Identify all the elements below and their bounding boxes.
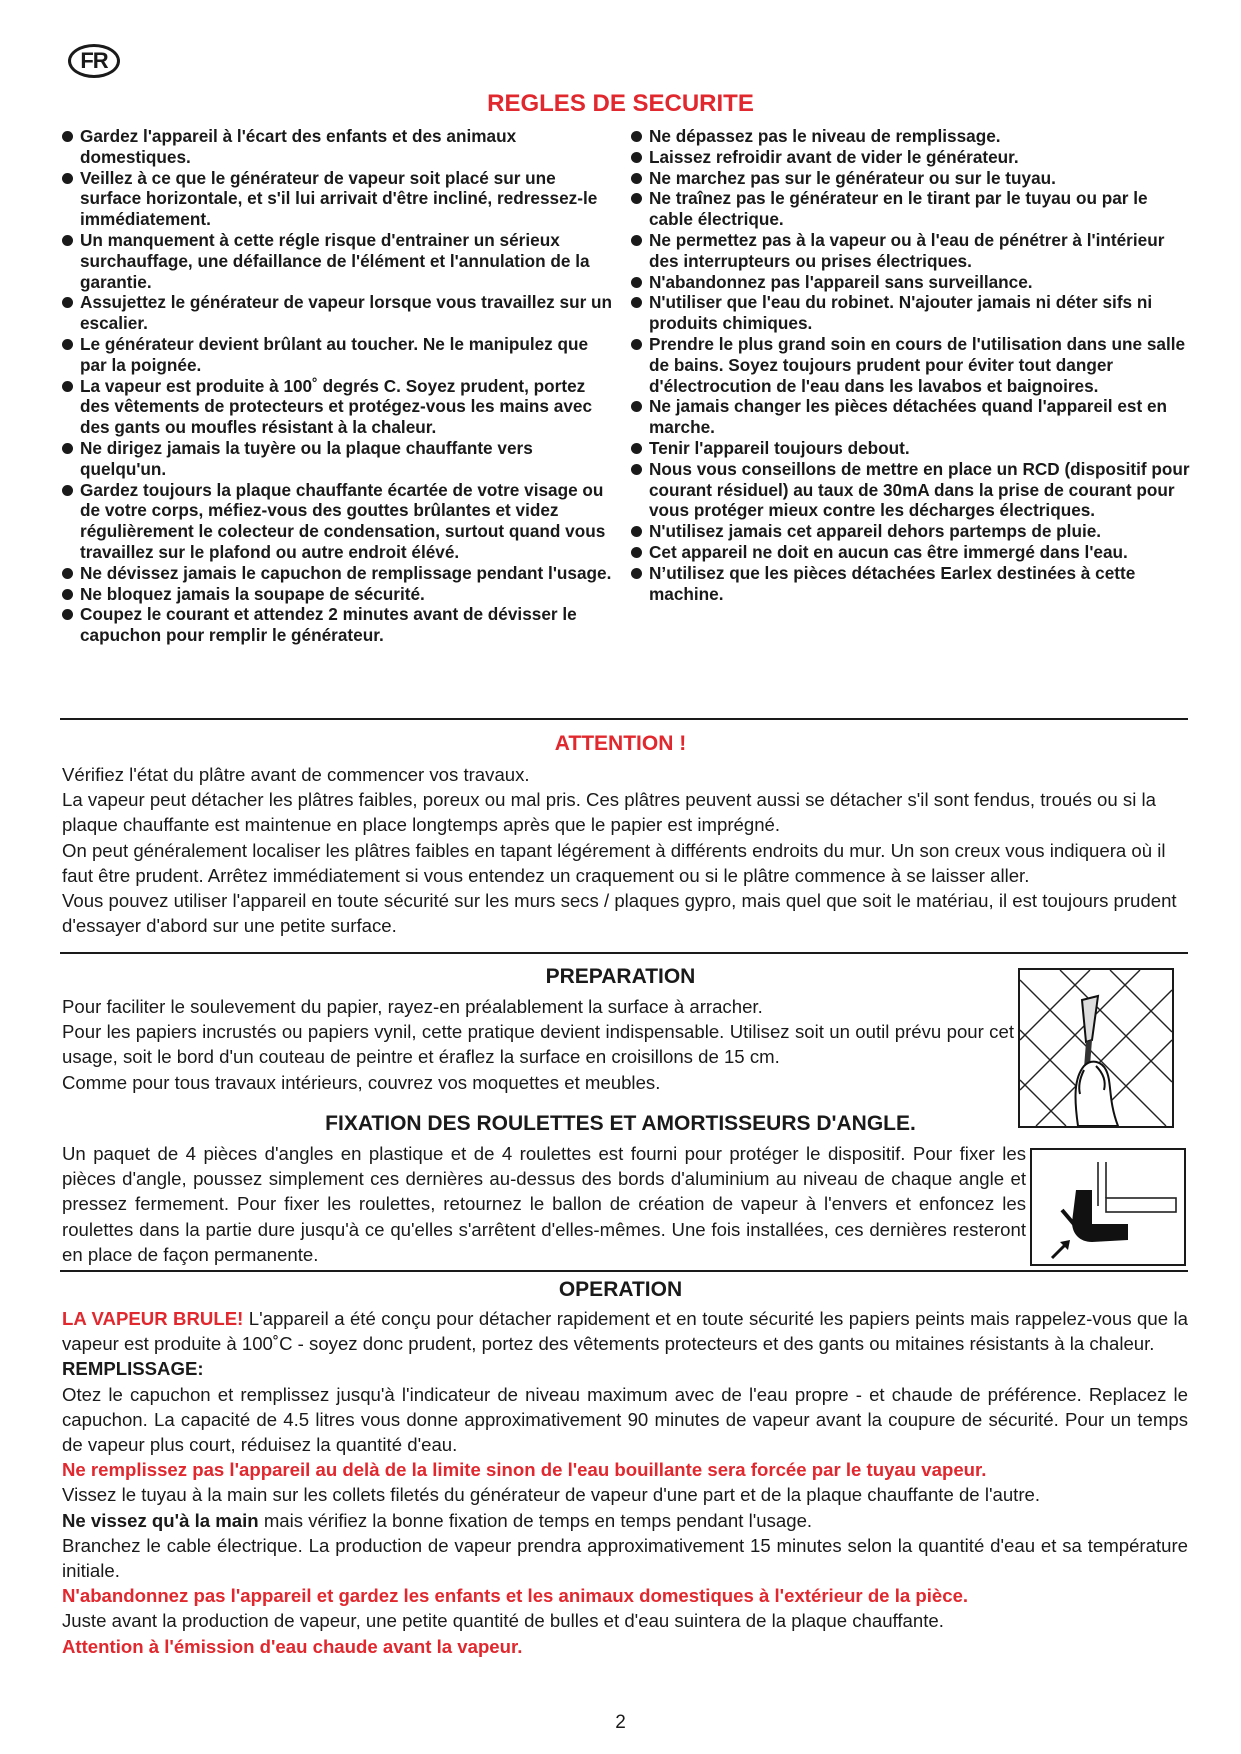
scoring-wallpaper-illustration [1018, 968, 1174, 1128]
safety-rule-item: N'abandonnez pas l'appareil sans surveillance. [631, 272, 1190, 293]
fixation-title: FIXATION DES ROULETTES ET AMORTISSEURS D'ANGLE. [325, 1112, 916, 1135]
language-badge: FR [68, 44, 120, 78]
hand-scoring-wall-icon [1020, 970, 1172, 1126]
safety-rule-item: N’utilisez que les pièces détachées Earlex destinées à cette machine. [631, 563, 1190, 605]
preparation-paragraph: Pour faciliter le soulevement du papier, rayez-en préalablement la surface à arracher. [62, 996, 763, 1017]
corner-piece-illustration [1030, 1148, 1186, 1266]
divider [60, 952, 1188, 954]
safety-rule-item: Gardez l'appareil à l'écart des enfants et des animaux domestiques. [62, 126, 616, 168]
filling-text: Otez le capuchon et remplissez jusqu'à l'indicateur de niveau maximum avec de l'eau propre - et chaude de préférence. Replacez le capuchon. La capacité de 4.5 litres vous donne approximativement 90 minutes de vapeur avant la coupure de sécurité. Pour un temps de vapeur plus court, réduisez la quantité d'eau. [62, 1383, 1188, 1456]
filling-heading: REMPLISSAGE: [62, 1358, 204, 1380]
safety-rule-item: Ne marchez pas sur le générateur ou sur le tuyau. [631, 168, 1190, 189]
safety-rules-right-list [631, 126, 1190, 604]
overfill-warning: Ne remplissez pas l'appareil au delà de la limite sinon de l'eau bouillante sera forcée par le tuyau vapeur. [62, 1459, 987, 1481]
safety-rule-item: Ne traînez pas le générateur en le tirant par le tuyau ou par le cable électrique. [631, 188, 1190, 230]
page-number: 2 [615, 1712, 626, 1733]
safety-rule-item: Laissez refroidir avant de vider le générateur. [631, 147, 1190, 168]
hot-water-warning: Attention à l'émission d'eau chaude avant la vapeur. [62, 1635, 523, 1657]
safety-rule-item: La vapeur est produite à 100˚ degrés C. Soyez prudent, portez des vêtements de protecteurs et protégez-vous les mains avec des gants ou moufles résistant à la chaleur. [62, 376, 616, 438]
preparation-paragraph: Comme pour tous travaux intérieurs, couvrez vos moquettes et meubles. [62, 1071, 661, 1093]
safety-rules-right-column [631, 126, 1190, 646]
attention-paragraph: Vérifiez l'état du plâtre avant de commencer vos travaux. [62, 764, 530, 785]
bubbles-text: Juste avant la production de vapeur, une petite quantité de bulles et d'eau suintera de la plaque chauffante. [62, 1610, 944, 1632]
divider [60, 1270, 1188, 1272]
safety-rule-item: Assujettez le générateur de vapeur lorsque vous travaillez sur un escalier. [62, 292, 616, 334]
safety-rule-item: Cet appareil ne doit en aucun cas être immergé dans l'eau. [631, 542, 1190, 563]
attention-title: ATTENTION ! [554, 732, 687, 755]
fixation-text [62, 1141, 1026, 1267]
cable-text: Branchez le cable électrique. La production de vapeur prendra approximativement 15 minutes selon la quantité d'eau et sa température initiale. [62, 1534, 1188, 1582]
safety-rules-left-list [62, 126, 616, 646]
hand-tighten-rest: mais vérifiez la bonne fixation de temps en temps pendant l'usage. [258, 1509, 813, 1531]
attention-paragraph: La vapeur peut détacher les plâtres faibles, poreux ou mal pris. Ces plâtres peuvent aussi se détacher s'il sont fendus, troués ou si la plaque chauffante est maintenue en place longtemps après que le papier est imprégné. [62, 789, 1156, 836]
preparation-text [62, 994, 1014, 1095]
divider [60, 718, 1188, 720]
safety-rule-item: Un manquement à cette régle risque d'entrainer un sérieux surchauffage, une défaillance de l'élément et l'annulation de la garantie. [62, 230, 616, 292]
attention-paragraph: Vous pouvez utiliser l'appareil en toute sécurité sur les murs secs / plaques gypro, mais quel que soit le matériau, il est toujours prudent d'essayer d'abord sur une petite surface. [62, 890, 1177, 937]
hand-tighten-bold: Ne vissez qu'à la main [62, 1509, 259, 1531]
safety-rule-item: Ne dévissez jamais le capuchon de remplissage pendant l'usage. [62, 563, 616, 584]
attention-paragraph: On peut généralement localiser les plâtres faibles en tapant légérement à différents endroits du mur. Un son creux vous indiquera où il faut être prudent. Arrêtez immédiatement si vous entendez un craquement ou si le plâtre commence à se laisser aller. [62, 839, 1166, 886]
safety-rule-item: Prendre le plus grand soin en cours de l'utilisation dans une salle de bains. Soyez toujours prudent pour éviter tout danger d'électrocution de l'eau dans les lavabos et baignoires. [631, 334, 1190, 396]
safety-rule-item: Nous vous conseillons de mettre en place un RCD (dispositif pour courant résiduel) au taux de 30mA dans la prise de courant pour vous protéger mieux contre les décharges électriques. [631, 459, 1190, 521]
safety-rules-columns [62, 126, 1190, 646]
safety-rule-item: Ne dépassez pas le niveau de remplissage. [631, 126, 1190, 147]
hose-text: Vissez le tuyau à la main sur les collets filetés du générateur de vapeur d'une part et de la plaque chauffante de l'autre. [62, 1484, 1041, 1506]
safety-rules-left-column [62, 126, 616, 646]
corner-bumper-icon [1032, 1150, 1184, 1264]
safety-rule-item: N'utiliser que l'eau du robinet. N'ajouter jamais ni déter sifs ni produits chimiques. [631, 292, 1190, 334]
safety-rule-item: Ne permettez pas à la vapeur ou à l'eau de pénétrer à l'intérieur des interrupteurs ou prises électriques. [631, 230, 1190, 272]
safety-rule-item: N'utilisez jamais cet appareil dehors partemps de pluie. [631, 521, 1190, 542]
operation-title: OPERATION [558, 1278, 683, 1301]
hand-tighten-text [62, 1508, 1188, 1533]
safety-rule-item: Veillez à ce que le générateur de vapeur soit placé sur une surface horizontale, et s'il lui arrivait d'être incliné, redressez-le immédiatement. [62, 168, 616, 230]
steam-burns-warning: LA VAPEUR BRULE! [62, 1308, 244, 1329]
safety-rule-item: Gardez toujours la plaque chauffante écartée de votre visage ou de votre corps, méfiez-vous des gouttes brûlantes et videz régulièrement le colecteur de condensation, surtout quand vous travaillez sur le plafond ou autre endroit élévé. [62, 480, 616, 563]
safety-rule-item: Ne dirigez jamais la tuyère ou la plaque chauffante vers quelqu'un. [62, 438, 616, 480]
preparation-paragraph: Pour les papiers incrustés ou papiers vynil, cette pratique devient indispensable. Utilisez soit un outil prévu pour cet usage, soit le bord d'un couteau de peintre et éraflez la surface en croisillons de 15 cm. [62, 1021, 1014, 1068]
safety-rules-title: REGLES DE SECURITE [487, 90, 754, 117]
safety-rule-item: Coupez le courant et attendez 2 minutes avant de dévisser le capuchon pour remplir le générateur. [62, 604, 616, 646]
safety-rule-item: Ne bloquez jamais la soupape de sécurité. [62, 584, 616, 605]
safety-rule-item: Tenir l'appareil toujours debout. [631, 438, 1190, 459]
operation-intro [62, 1306, 1188, 1356]
preparation-title: PREPARATION [545, 965, 696, 988]
operation-text [62, 1306, 1188, 1659]
attention-text [62, 762, 1188, 938]
children-warning: N'abandonnez pas l'appareil et gardez les enfants et les animaux domestiques à l'extérieur de la pièce. [62, 1585, 969, 1607]
safety-rule-item: Ne jamais changer les pièces détachées quand l'appareil est en marche. [631, 396, 1190, 438]
operation-intro-text: L'appareil a été conçu pour détacher rapidement et en toute sécurité les papiers peints mais rappelez-vous que la vapeur est produite à 100˚C - soyez donc prudent, portez des vêtements protecteurs et des gants ou mitaines résistants à la chaleur. [62, 1308, 1188, 1355]
fixation-paragraph: Un paquet de 4 pièces d'angles en plastique et de 4 roulettes est fourni pour protéger le dispositif. Pour fixer les pièces d'angle, poussez simplement ces dernières au-dessus des bords d'aluminium au niveau de chaque angle et pressez fermement. Pour fixer les roulettes, retournez le ballon de création de vapeur à l'envers et enfoncez les roulettes dans la partie dure jusqu'à ce qu'elles s'arrêtent d'elles-mêmes. Une fois installées, ces dernières resteront en place de façon permanente. [62, 1143, 1026, 1265]
safety-rule-item: Le générateur devient brûlant au toucher. Ne le manipulez que par la poignée. [62, 334, 616, 376]
